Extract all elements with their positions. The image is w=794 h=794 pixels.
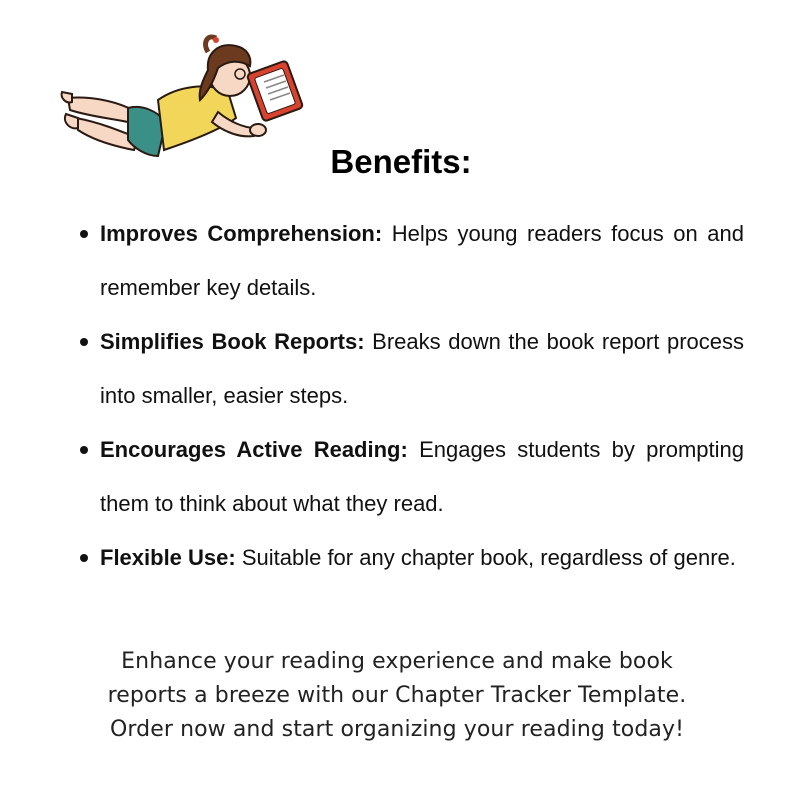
list-item: [80, 207, 744, 315]
benefit-heading: Encourages Active Reading:: [100, 437, 408, 462]
list-item: [80, 423, 744, 531]
bullet-icon: [80, 554, 88, 562]
girl-reading-icon: [58, 30, 310, 170]
list-item: [80, 315, 744, 423]
benefit-text: Breaks down the book report process into smaller, easier steps.: [100, 329, 744, 408]
benefit-heading: Simplifies Book Reports:: [100, 329, 365, 354]
list-item: [80, 531, 744, 585]
benefit-text: Engages students by prompting them to think about what they read.: [100, 437, 744, 516]
benefit-heading: Improves Comprehension:: [100, 221, 383, 246]
benefit-text: Helps young readers focus on and remember key details.: [100, 221, 744, 300]
bullet-icon: [80, 446, 88, 454]
closing-message: Enhance your reading experience and make book reports a breeze with our Chapter Tracker Template. Order now and start organizing your reading today!: [107, 649, 687, 742]
bullet-icon: [80, 338, 88, 346]
bullet-icon: [80, 230, 88, 238]
girl-reading-tablet-illustration: [58, 30, 310, 170]
benefit-text: Suitable for any chapter book, regardless of genre.: [235, 545, 736, 570]
benefit-heading: Flexible Use:: [100, 545, 236, 570]
benefits-list: [80, 207, 744, 585]
page-title: Benefits:: [330, 143, 472, 180]
